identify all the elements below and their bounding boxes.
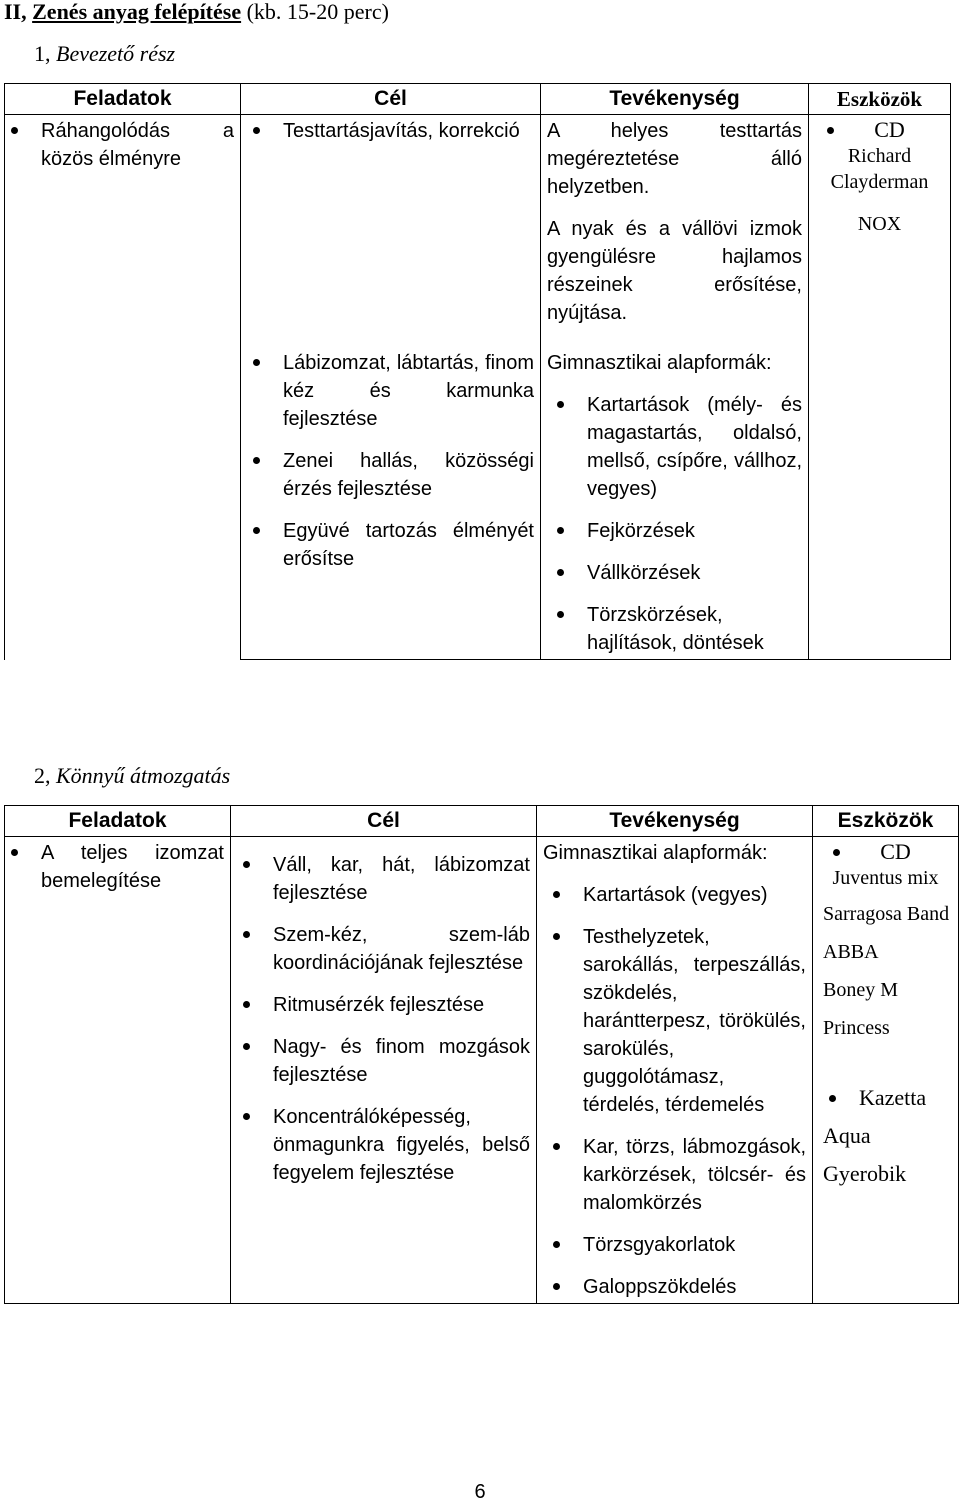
part1-heading-title: Bevezető rész	[56, 41, 176, 66]
section-number: II,	[4, 0, 27, 24]
part2-tev-item: Kartartások (vegyes)	[547, 881, 806, 909]
part1-header-row	[5, 84, 951, 115]
section-duration: (kb. 15-20 perc)	[246, 0, 389, 24]
part2-eszk-cell	[813, 837, 959, 1304]
part2-cel-cell	[231, 837, 537, 1304]
part1-eszk2-cell	[809, 349, 951, 660]
bullet-icon	[827, 127, 834, 134]
part2-heading	[34, 762, 230, 790]
part2-eszk-cd-item: Juventus mix	[832, 867, 939, 889]
section-title: Zenés anyag felépítése	[32, 0, 242, 24]
part2-eszk-cd-item: ABBA	[823, 941, 879, 963]
part2-cel-item: Váll, kar, hát, lábizomzat fejlesztése	[237, 851, 530, 907]
part2-tev-cell	[537, 837, 813, 1304]
part2-tev-item: Kar, törzs, lábmozgások, karkörzések, tölcsér- és malomkörzés	[547, 1133, 806, 1217]
part1-cel2-item: Együvé tartozás élményét erősítse	[247, 517, 534, 573]
part2-heading-number: 2,	[34, 763, 51, 788]
part2-cel-item: Koncentrálóképesség, önmagunkra figyelés, belső fegyelem fejlesztése	[237, 1103, 530, 1187]
part1-feladat-cell	[5, 115, 241, 660]
bullet-icon	[833, 849, 840, 856]
part2-feladat: A teljes izomzat bemelegítése	[5, 839, 224, 895]
part2-eszk-kazetta-item: Aqua	[823, 1123, 871, 1148]
part2-eszk-cd-item: Sarragosa Band	[823, 903, 950, 925]
part1-feladat: Ráhangolódás a közös élményre	[5, 117, 234, 173]
part1-tev2-intro: Gimnasztikai alapformák:	[547, 352, 772, 374]
part1-tev2-item: Vállkörzések	[551, 559, 802, 587]
col-feladatok: Feladatok	[5, 806, 231, 837]
col-cel: Cél	[241, 84, 541, 115]
part1-tev2-item: Fejkörzések	[551, 517, 802, 545]
part1-cel-cell	[241, 115, 541, 350]
part1-cel2-item: Zenei hallás, közösségi érzés fejlesztése	[247, 447, 534, 503]
part2-feladat-cell	[5, 837, 231, 1304]
section-heading	[4, 0, 389, 26]
part1-cel2-item: Lábizomzat, lábtartás, finom kéz és karmunka fejlesztése	[247, 349, 534, 433]
bullet-icon	[829, 1095, 836, 1102]
part2-tev-item: Törzsgyakorlatok	[547, 1231, 806, 1259]
part1-cel: Testtartásjavítás, korrekció	[247, 117, 534, 145]
part1-heading-number: 1,	[34, 41, 51, 66]
part2-eszk-cd-item: Boney M	[823, 979, 898, 1001]
part2-heading-title: Könnyű átmozgatás	[56, 763, 231, 788]
col-tevekenyseg: Tevékenység	[541, 84, 809, 115]
part1-tev2-item: Kartartások (mély- és magastartás, oldalsó, mellső, csípőre, vállhoz, vegyes)	[551, 391, 802, 503]
part2-eszk-cd: CD	[819, 839, 952, 865]
part1-table	[4, 83, 951, 660]
part1-eszk-cd: CD	[815, 117, 944, 143]
part2-cel-item: Szem-kéz, szem-láb koordinációjának fejlesztése	[237, 921, 530, 977]
part1-tev-cell	[541, 115, 809, 350]
part2-eszk-cd-item: Princess	[823, 1017, 890, 1039]
page-number: 6	[474, 1481, 486, 1503]
col-tevekenyseg: Tevékenység	[537, 806, 813, 837]
part1-cel2-cell	[241, 349, 541, 660]
part1-tev-1: A helyes testtartás megéreztetése álló helyzetben.	[547, 120, 802, 198]
col-cel: Cél	[231, 806, 537, 837]
part1-row	[5, 115, 951, 350]
col-eszkozok: Eszközök	[809, 84, 951, 115]
part2-header-row	[5, 806, 959, 837]
part1-eszk-cell	[809, 115, 951, 350]
part1-heading	[34, 40, 175, 68]
part1-eszk-artist: Richard Clayderman	[830, 145, 929, 193]
part2-eszk-kazetta-item: Gyerobik	[823, 1161, 907, 1186]
col-feladatok: Feladatok	[5, 84, 241, 115]
part2-tev-intro: Gimnasztikai alapformák:	[543, 842, 768, 864]
part1-tev-2: A nyak és a vállövi izmok gyengülésre hajlamos részeinek erősítése, nyújtása.	[547, 218, 802, 324]
part2-cel-item: Ritmusérzék fejlesztése	[237, 991, 530, 1019]
part2-cel-item: Nagy- és finom mozgások fejlesztése	[237, 1033, 530, 1089]
part2-eszk-kazetta: Kazetta	[819, 1085, 952, 1111]
part2-tev-item: Galoppszökdelés	[547, 1273, 806, 1301]
part1-eszk-nox: NOX	[857, 213, 902, 235]
part2-table	[4, 805, 959, 1304]
part1-tev2-item: Törzskörzések, hajlítások, döntések	[551, 601, 802, 657]
part2-row	[5, 837, 959, 1304]
part1-tev2-cell	[541, 349, 809, 660]
part2-tev-item: Testhelyzetek, sarokállás, terpeszállás, szökdelés, harántterpesz, törökülés, sarokülés, guggolótámasz, térdelés, térdemelés	[547, 923, 806, 1119]
col-eszkozok: Eszközök	[813, 806, 959, 837]
